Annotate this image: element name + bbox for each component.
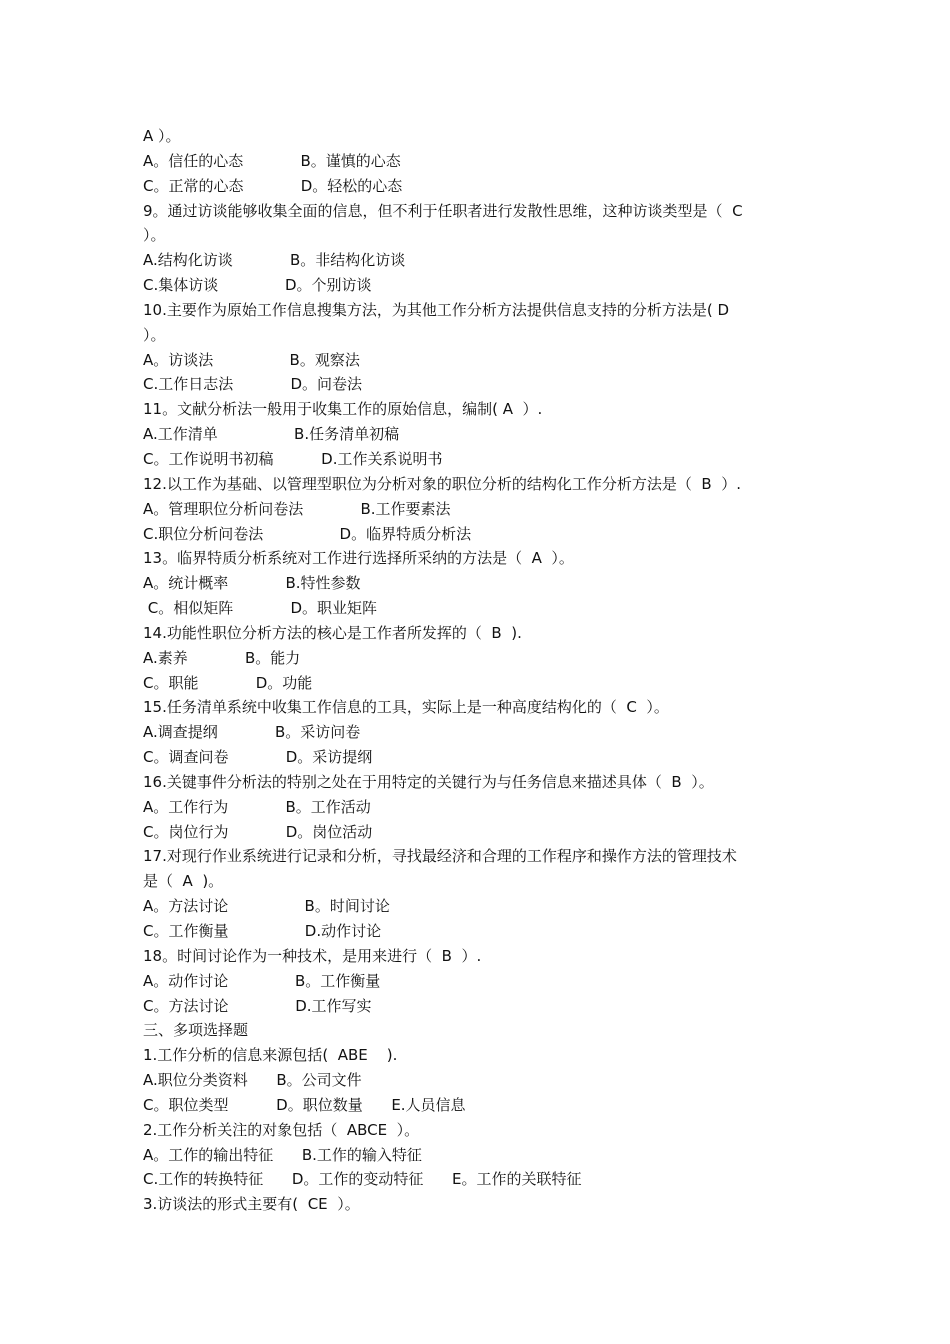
text-line: 1.工作分析的信息来源包括( ABE ).	[143, 1046, 398, 1065]
text-line: C.集体访谈 D。个别访谈	[143, 276, 372, 295]
text-line: 9。通过访谈能够收集全面的信息，但不利于任职者进行发散性思维，这种访谈类型是（ C	[143, 201, 743, 220]
text-line: C.工作的转换特征 D。工作的变动特征 E。工作的关联特征	[143, 1170, 582, 1189]
text-line: 是（ A )。	[143, 872, 224, 891]
text-line: 12.以工作为基础、以管理型职位为分析对象的职位分析的结构化工作分析方法是（ B ）.	[143, 474, 741, 493]
text-line: A。工作的输出特征 B.工作的输入特征	[143, 1145, 422, 1164]
text-line: A ）。	[143, 127, 181, 145]
text-line: C。调查问卷 D。采访提纲	[143, 748, 373, 767]
text-line: A。方法讨论 B。时间讨论	[143, 897, 390, 916]
text-line: C。岗位行为 D。岗位活动	[143, 822, 373, 841]
text-line: 18。时间讨论作为一种技术，是用来进行（ B ）.	[143, 946, 482, 965]
text-line: A。统计概率 B.特性参数	[143, 574, 361, 593]
text-line: 2.工作分析关注的对象包括（ ABCE ）。	[143, 1120, 420, 1139]
text-line: A。访谈法 B。观察法	[143, 350, 360, 369]
text-line: 三、多项选择题	[143, 1021, 249, 1040]
text-line: C。工作衡量 D.动作讨论	[143, 922, 382, 940]
text-line: 17.对现行作业系统进行记录和分析，寻找最经济和合理的工作程序和操作方法的管理技术	[143, 847, 737, 866]
text-line: 14.功能性职位分析方法的核心是工作者所发挥的（ B ).	[143, 623, 522, 642]
text-line: C.职位分析问卷法 D。临界特质分析法	[143, 524, 472, 543]
text-line: C。职位类型 D。职位数量 E.人员信息	[143, 1095, 466, 1114]
text-line: A。工作行为 B。工作活动	[143, 797, 371, 816]
text-line: C。职能 D。功能	[143, 673, 313, 692]
text-line: A.职位分类资料 B。公司文件	[143, 1071, 362, 1090]
text-line: ）。	[143, 226, 166, 245]
text-line: 16.关键事件分析法的特别之处在于用特定的关键行为与任务信息来描述具体（ B ）。	[143, 772, 714, 791]
text-line: A.素养 B。能力	[143, 648, 301, 667]
text-line: 13。临界特质分析系统对工作进行选择所采纳的方法是（ A ）。	[143, 549, 574, 568]
text-line: 3.访谈法的形式主要有( CE ）。	[143, 1195, 360, 1214]
text-line: A.工作清单 B.任务清单初稿	[143, 425, 400, 444]
text-line: C。相似矩阵 D。职业矩阵	[143, 599, 378, 618]
text-line: C。工作说明书初稿 D.工作关系说明书	[143, 449, 443, 468]
text-line: A。动作讨论 B。工作衡量	[143, 971, 381, 990]
text-line: 10.主要作为原始工作信息搜集方法，为其他工作分析方法提供信息支持的分析方法是( D	[143, 300, 730, 319]
text-line: C.工作日志法 D。问卷法	[143, 375, 363, 394]
text-line: 11。文献分析法一般用于收集工作的原始信息，编制( A ）.	[143, 400, 543, 419]
document-body	[143, 124, 813, 1217]
text-line: 15.任务清单系统中收集工作信息的工具，实际上是一种高度结构化的（ C ）。	[143, 698, 669, 717]
text-line: ）。	[143, 325, 166, 344]
text-line: A。管理职位分析问卷法 B.工作要素法	[143, 499, 451, 518]
text-line: A。信任的心态 B。谨慎的心态	[143, 151, 401, 170]
text-line: A.调查提纲 B。采访问卷	[143, 723, 361, 742]
text-line: C。方法讨论 D.工作写实	[143, 996, 372, 1015]
text-line: C。正常的心态 D。轻松的心态	[143, 176, 403, 195]
text-line: A.结构化访谈 B。非结构化访谈	[143, 251, 406, 270]
